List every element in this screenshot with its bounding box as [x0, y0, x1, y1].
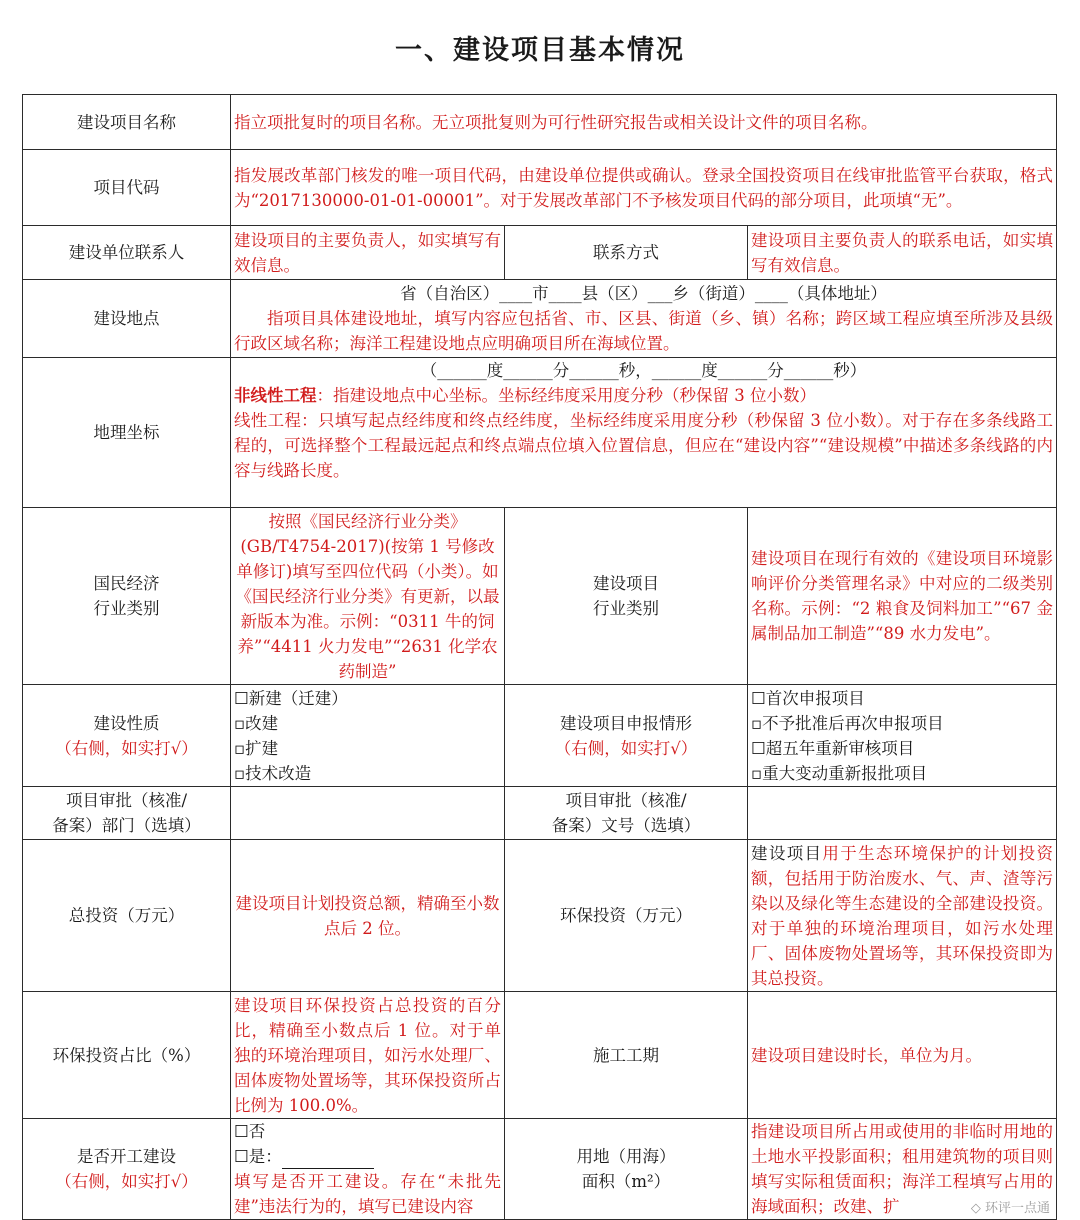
row-industry [23, 508, 1057, 685]
location-hint: 指项目具体建设地址，填写内容应包括省、市、区县、街道（乡、镇）名称；跨区域工程应填至所涉及县级行政区域名称；海洋工程建设地点应明确项目所在海域位置。 [234, 306, 1053, 356]
row-nature [23, 685, 1057, 787]
field-land-area[interactable]: 指建设项目所占用或使用的非临时用地的土地水平投影面积；租用建筑物的项目则填写实际租赁面积；海洋工程填写占用的海域面积；改建、扩 [748, 1119, 1057, 1220]
label-application-cell [505, 685, 748, 787]
label-nature-sub: （右侧，如实打√） [26, 736, 227, 761]
label-contact-person: 建设单位联系人 [23, 226, 231, 280]
label-approval-dept: 项目审批（核准/ 备案）部门（选填） [23, 787, 231, 840]
checkbox-started-no[interactable]: ☐否 [234, 1119, 501, 1144]
env-investment-prefix: 建设项目 [751, 844, 822, 863]
row-contact [23, 226, 1057, 280]
label-coordinates: 地理坐标 [23, 358, 231, 508]
checkbox-major-change[interactable]: ▫重大变动重新报批项目 [751, 761, 1053, 786]
nonlinear-label: 非线性工程 [234, 386, 317, 405]
env-investment-hint: 用于生态环境保护的计划投资额，包括用于防治废水、气、声、渣等污染以及绿化等生态建设的全部建设投资。对于单独的环境治理项目，如污水处理厂、固体废物处置场等，其环保投资即为其总投资。 [751, 844, 1053, 988]
field-project-industry[interactable]: 建设项目在现行有效的《建设项目环境影响评价分类管理名录》中对应的二级类别名称。示例：“2 粮食及饲料加工”“67 金属制品加工制造”“89 水力发电”。 [748, 508, 1057, 685]
label-total-investment: 总投资（万元） [23, 840, 231, 992]
checkbox-reapplication[interactable]: ▫不予批准后再次申报项目 [751, 711, 1053, 736]
field-nature-options [231, 685, 505, 787]
label-land-area: 用地（用海） 面积（m²） [505, 1119, 748, 1220]
checkbox-tech-upgrade[interactable]: ▫技术改造 [234, 761, 501, 786]
label-national-industry: 国民经济 行业类别 [23, 508, 231, 685]
row-ratio [23, 992, 1057, 1119]
field-approval-number[interactable] [748, 787, 1057, 840]
watermark: ◇ 环评一点通 [971, 1197, 1050, 1216]
checkbox-five-year-review[interactable]: ☐超五年重新审核项目 [751, 736, 1053, 761]
label-application-sub: （右侧，如实打√） [508, 736, 744, 761]
checkbox-rebuild[interactable]: ▫改建 [234, 711, 501, 736]
field-contact-person[interactable]: 建设项目的主要负责人，如实填写有效信息。 [231, 226, 505, 280]
checkbox-started-yes[interactable]: ☐是： [234, 1147, 282, 1166]
checkbox-expand[interactable]: ▫扩建 [234, 736, 501, 761]
coordinates-nonlinear-note [234, 383, 1053, 408]
page-title: 一、建设项目基本情况 [0, 28, 1080, 67]
label-nature-cell [23, 685, 231, 787]
started-yes-blank[interactable] [282, 1150, 374, 1169]
coordinates-linear-note: 线性工程：只填写起点经纬度和终点经纬度，坐标经纬度采用度分秒（秒保留 3 位小数）。对于存在多条线路工程的，可选择整个工程最远起点和终点端点位填入位置信息，但应在“建设内容”“建设规模”中描述多条线路的内容与线路长度。 [234, 408, 1053, 483]
label-env-ratio: 环保投资占比（%） [23, 992, 231, 1119]
label-nature: 建设性质 [26, 711, 227, 736]
label-approval-number: 项目审批（核准/ 备案）文号（选填） [505, 787, 748, 840]
row-location [23, 280, 1057, 358]
field-project-code[interactable]: 指发展改革部门核发的唯一项目代码，由建设单位提供或确认。登录全国投资项目在线审批监管平台获取，格式为“2017130000-01-01-00001”。对于发展改革部门不予核发项目代码的部分项目，此项填“无”。 [231, 150, 1057, 226]
field-env-ratio[interactable]: 建设项目环保投资占总投资的百分比，精确至小数点后 1 位。对于单独的环境治理项目，如污水处理厂、固体废物处置场等，其环保投资所占比例为 100.0%。 [231, 992, 505, 1119]
row-coordinates [23, 358, 1057, 508]
field-project-name[interactable]: 指立项批复时的项目名称。无立项批复则为可行性研究报告或相关设计文件的项目名称。 [231, 95, 1057, 150]
field-env-investment[interactable] [748, 840, 1057, 992]
nonlinear-text: ：指建设地点中心坐标。坐标经纬度采用度分秒（秒保留 3 位小数） [317, 386, 817, 405]
location-template: 省（自治区）____市____县（区）___乡（街道）____（具体地址） [234, 281, 1053, 306]
row-started [23, 1119, 1057, 1220]
label-project-name: 建设项目名称 [23, 95, 231, 150]
field-national-industry[interactable]: 按照《国民经济行业分类》(GB/T4754-2017)(按第 1 号修改单修订)填写至四位代码（小类）。如《国民经济行业分类》有更新，以最新版本为准。示例：“0311 牛的饲养”“4411 火力发电”“2631 化学农药制造” [231, 508, 505, 685]
row-investment [23, 840, 1057, 992]
label-project-industry: 建设项目 行业类别 [505, 508, 748, 685]
field-location[interactable] [231, 280, 1057, 358]
label-started-sub: （右侧，如实打√） [26, 1169, 227, 1194]
label-construction-period: 施工工期 [505, 992, 748, 1119]
project-info-table [22, 94, 1057, 1220]
label-started: 是否开工建设 [26, 1144, 227, 1169]
label-contact-info: 联系方式 [505, 226, 748, 280]
checkbox-started-yes-row [234, 1144, 501, 1169]
field-contact-info[interactable]: 建设项目主要负责人的联系电话，如实填写有效信息。 [748, 226, 1057, 280]
label-env-investment: 环保投资（万元） [505, 840, 748, 992]
row-approval [23, 787, 1057, 840]
field-approval-dept[interactable] [231, 787, 505, 840]
field-coordinates[interactable] [231, 358, 1057, 508]
field-started [231, 1119, 505, 1220]
field-construction-period[interactable]: 建设项目建设时长，单位为月。 [748, 992, 1057, 1119]
field-application-options [748, 685, 1057, 787]
coordinates-template: （______度______分______秒，______度______分______秒） [234, 358, 1053, 383]
checkbox-new-build[interactable]: ☐新建（迁建） [234, 686, 501, 711]
label-started-cell [23, 1119, 231, 1220]
row-project-name [23, 95, 1057, 150]
label-project-code: 项目代码 [23, 150, 231, 226]
row-project-code [23, 150, 1057, 226]
checkbox-first-application[interactable]: ☐首次申报项目 [751, 686, 1053, 711]
label-application: 建设项目申报情形 [508, 711, 744, 736]
label-location: 建设地点 [23, 280, 231, 358]
field-total-investment[interactable]: 建设项目计划投资总额，精确至小数点后 2 位。 [231, 840, 505, 992]
started-hint: 填写是否开工建设。存在“未批先建”违法行为的，填写已建设内容 [234, 1169, 501, 1219]
